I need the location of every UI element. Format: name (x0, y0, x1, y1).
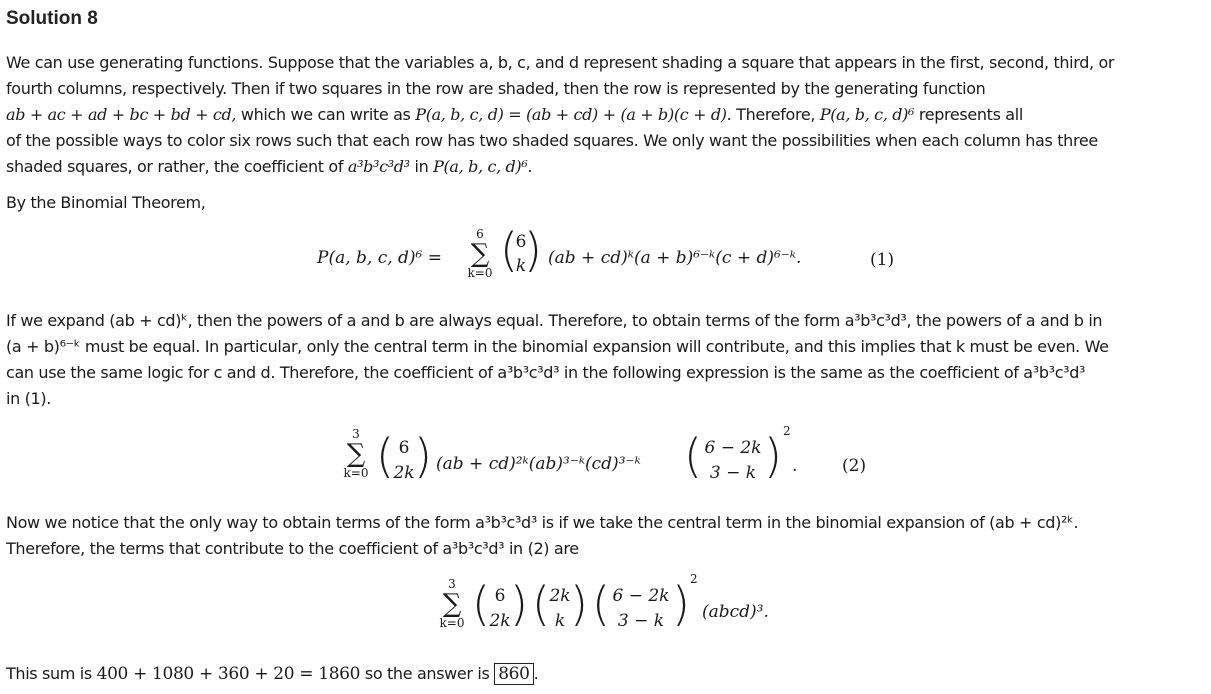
left-paren-icon: ( (684, 429, 702, 483)
paragraph-3 (6, 308, 1202, 412)
left-paren-icon: ( (592, 577, 610, 631)
right-paren-icon: ) (414, 429, 432, 483)
eq3-exponent: 2 (690, 572, 698, 586)
para1-line2: fourth columns, respectively. Then if two squares in the row are shaded, then the row is represented by the generating function (6, 79, 986, 98)
paragraph-4 (6, 510, 1202, 562)
eq2-sum-upper: 3 (352, 427, 360, 441)
eq3-sum (436, 578, 468, 630)
para1-line5-text2: in (414, 157, 429, 176)
para1-line3-text2: Therefore, (736, 105, 816, 124)
answer-box: 860 (494, 663, 533, 685)
right-paren-icon: ) (764, 429, 782, 483)
eq3-binom2-bottom: k (554, 611, 566, 631)
eq1-sum-lower: k=0 (467, 266, 493, 280)
eq3-binomial-3 (592, 577, 690, 636)
eq3-sum-upper: 3 (448, 577, 456, 591)
eq2-middle: (ab + cd)²ᵏ(ab)³⁻ᵏ(cd)³⁻ᵏ (436, 454, 641, 474)
para3-line2: (a + b)⁶⁻ᵏ must be equal. In particular, only the central term in the binomial expansion will contribute, and this implies that k must be even. We (6, 337, 1109, 356)
eq3-tail: (abcd)³. (702, 602, 769, 622)
paragraph-2: By the Binomial Theorem, (6, 193, 206, 212)
final-sum: 400 + 1080 + 360 + 20 = 1860 (96, 664, 361, 684)
eq3-binom3-bottom: 3 − k (617, 611, 665, 631)
para3-line1: If we expand (ab + cd)ᵏ, then the powers of a and b are always equal. Therefore, to obtain terms of the form a³b³c³d³, the powers of a and b in (6, 311, 1103, 330)
eq2-binom2-top: 6 − 2k (704, 438, 762, 458)
eq3-binom2-top: 2k (549, 586, 571, 606)
left-paren-icon: ( (376, 429, 394, 483)
p-sixth-power: P(a, b, c, d)⁶ (819, 105, 915, 124)
final-line (6, 661, 1202, 687)
eq2-exponent: 2 (783, 424, 791, 438)
factorized-form: P(a, b, c, d) = (ab + cd) + (a + b)(c + d). (415, 105, 732, 124)
eq1-rhs: (ab + cd)ᵏ(a + b)⁶⁻ᵏ(c + d)⁶⁻ᵏ. (548, 248, 802, 268)
eq2-sum-lower: k=0 (343, 466, 369, 480)
eq3-binomial-2 (532, 577, 588, 636)
eq2-sum (340, 428, 372, 480)
eq2-binomial-1 (376, 429, 432, 488)
eq1-binomial (500, 223, 542, 282)
para1-line3-text3: represents all (918, 105, 1023, 124)
eq1-binom-bottom: k (515, 256, 527, 276)
para4-line2: Therefore, the terms that contribute to the coefficient of a³b³c³d³ in (2) are (6, 539, 579, 558)
eq3-sum-lower: k=0 (439, 616, 465, 630)
eq1-lhs: P(a, b, c, d)⁶ = (317, 248, 443, 268)
right-paren-icon: ) (570, 577, 588, 631)
para1-line5 (6, 154, 1202, 180)
final-period: . (533, 664, 539, 683)
eq2-binom1-bottom: 2k (393, 463, 415, 483)
eq2-binom1-top: 6 (398, 438, 410, 458)
eq1-binom-top: 6 (515, 232, 527, 252)
eq2-binom2-bottom: 3 − k (709, 463, 757, 483)
solution-title: Solution 8 (6, 8, 98, 29)
sigma-icon: ∑ (442, 589, 462, 619)
para3-line4: in (1). (6, 389, 51, 408)
target-monomial: a³b³c³d³ (347, 157, 410, 176)
para1-line4: of the possible ways to color six rows such that each row has two shaded squares. We only want the possibilities when each column has three (6, 131, 1098, 150)
left-paren-icon: ( (532, 577, 550, 631)
para4-line1: Now we notice that the only way to obtain terms of the form a³b³c³d³ is if we take the central term in the binomial expansion of (ab + cd)²ᵏ. (6, 513, 1079, 532)
eq3-binom3-top: 6 − 2k (612, 586, 670, 606)
final-text2: so the answer is (364, 664, 490, 683)
eq3-binomial-1 (472, 577, 528, 636)
eq2-binomial-2 (684, 429, 782, 488)
para3-line3: can use the same logic for c and d. Therefore, the coefficient of a³b³c³d³ in the following expression is the same as the coefficient of a³b³c³d³ (6, 363, 1086, 382)
eq2-label: (2) (842, 456, 867, 476)
right-paren-icon: ) (524, 223, 542, 277)
right-paren-icon: ) (510, 577, 528, 631)
paragraph-1 (6, 50, 1202, 180)
left-paren-icon: ( (472, 577, 490, 631)
eq3-binom1-bottom: 2k (489, 611, 511, 631)
eq1-sum (464, 228, 496, 280)
eq1-label: (1) (870, 250, 895, 270)
final-text: This sum is (6, 664, 92, 683)
right-paren-icon: ) (672, 577, 690, 631)
eq1-sum-upper: 6 (476, 227, 484, 241)
para1-line5-text: shaded squares, or rather, the coefficient of (6, 157, 344, 176)
p-sixth-power-2: P(a, b, c, d)⁶. (433, 157, 533, 176)
para1-line3 (6, 102, 1202, 128)
sigma-icon: ∑ (346, 439, 366, 469)
left-paren-icon: ( (500, 223, 518, 277)
sigma-icon: ∑ (470, 239, 490, 269)
gen-function: ab + ac + ad + bc + bd + cd, (6, 105, 237, 124)
eq2-dot: . (792, 456, 798, 476)
para1-line3-text: which we can write as (240, 105, 411, 124)
para1-line1: We can use generating functions. Suppose that the variables a, b, c, and d represent shading a square that appears in the first, second, third, or (6, 53, 1115, 72)
eq3-binom1-top: 6 (494, 586, 506, 606)
